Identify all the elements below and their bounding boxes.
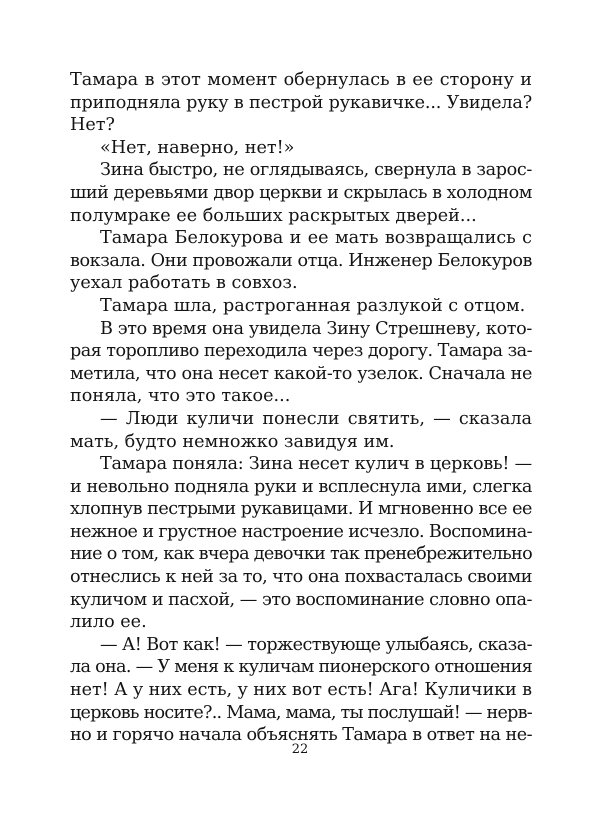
text-line: поняла, что это такое... <box>70 386 291 407</box>
text-line: ние о том, как вчера девочки так пренебрежительно <box>70 544 532 565</box>
text-line: Нет? <box>70 115 115 136</box>
text-line: куличом и пасхой, — это воспоминание словно опа- <box>70 589 532 610</box>
text-line: полумраке ее больших раскрытых дверей... <box>70 205 477 226</box>
text-line: В это время она увидела Зину Стрешневу, кото- <box>100 318 532 339</box>
page-number: 22 <box>291 742 309 757</box>
text-line: мать, будто немножко завидуя им. <box>70 431 395 452</box>
text-line: — Люди куличи понесли святить, — сказала <box>100 408 532 429</box>
text-line: Тамара поняла: Зина несет кулич в церковь! — <box>100 454 532 475</box>
text-line: вокзала. Они провожали отца. Инженер Белокуров <box>70 250 532 271</box>
text-line: нет! А у них есть, у них вот есть! Ага! Куличики в <box>70 680 532 701</box>
text-line: ла она. — У меня к куличам пионерского отношения <box>70 657 532 678</box>
text-line: приподняла руку в пестрой рукавичке... Увидела? <box>70 92 532 113</box>
text-line: метила, что она несет какой-то узелок. Сначала не <box>70 363 532 384</box>
text-line: нежное и грустное настроение исчезло. Воспомина- <box>70 521 532 542</box>
text-line: церковь носите?.. Мама, мама, ты послушай! — нерв- <box>70 702 532 723</box>
text-line: «Нет, наверно, нет!» <box>100 137 295 158</box>
text-line: Тамара в этот момент обернулась в ее сторону и <box>70 70 532 90</box>
text-line: Зина быстро, не оглядываясь, свернула в зарос- <box>100 160 532 181</box>
text-line: — А! Вот как! — торжествующе улыбаясь, сказа- <box>100 634 532 655</box>
text-line: ший деревьями двор церкви и скрылась в холодном <box>70 182 532 203</box>
text-line: уехал работать в совхоз. <box>70 273 298 294</box>
text-line: и невольно подняла руки и всплеснула ими, слегка <box>70 476 532 497</box>
text-line: но и горячо начала объяснять Тамара в ответ на не- <box>70 725 532 746</box>
text-line: рая торопливо переходила через дорогу. Тамара за- <box>70 341 532 362</box>
text-line: Тамара Белокурова и ее мать возвращались с <box>100 228 532 249</box>
text-line: лило ее. <box>70 612 147 633</box>
body-text <box>70 69 532 747</box>
text-line: отнеслись к ней за то, что она похвасталась своими <box>70 567 532 588</box>
text-line: Тамара шла, растроганная разлукой с отцом. <box>100 295 526 316</box>
text-line: хлопнув пестрыми рукавицами. И мгновенно все ее <box>70 499 532 520</box>
